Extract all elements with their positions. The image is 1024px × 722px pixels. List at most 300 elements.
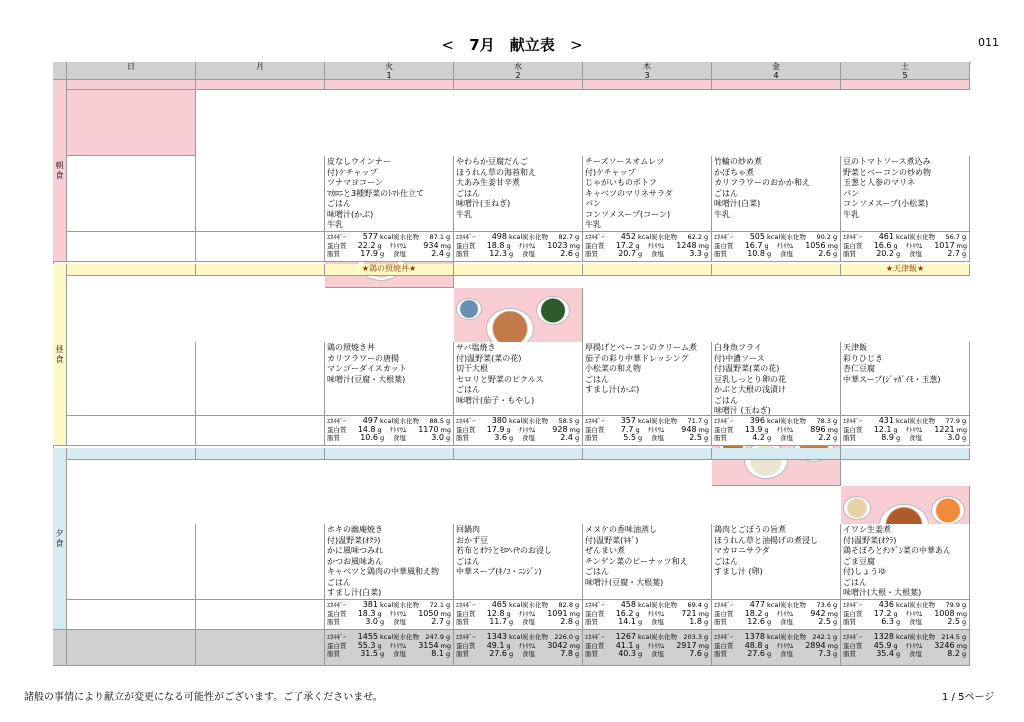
nutrient-label: 蛋白質 — [456, 641, 476, 650]
nutrient-label: 炭水化物 — [522, 633, 548, 641]
meal-label-lunch — [53, 264, 67, 446]
nutrition-box — [841, 416, 970, 446]
nutrient-value: 458 — [620, 600, 636, 609]
dish-list: 厚揚げとベーコンのクリーム煮 茄子の彩り中華ドレッシング 小松菜の和え物 ごはん すまし汁(かぶ) — [583, 342, 712, 416]
special-menu-label: ★天津飯★ — [885, 264, 925, 273]
dish-list — [196, 524, 325, 600]
nutrient-label: ﾅﾄﾘｳﾑ — [777, 609, 794, 618]
nutrient-unit: g — [509, 434, 514, 443]
nutrient-value: 78.3 — [816, 417, 831, 425]
nutrient-unit: g — [833, 633, 838, 641]
nutrient-label: ﾅﾄﾘｳﾑ — [777, 641, 794, 650]
nutrient-unit: g — [833, 650, 838, 659]
band-strip — [67, 264, 196, 276]
nutrient-label: 蛋白質 — [327, 241, 347, 250]
band-strip — [67, 80, 196, 90]
nutrient-value: 18.2 — [744, 608, 763, 618]
nutrient-value: 2.4 — [431, 249, 444, 259]
nutrient-unit: kcal — [896, 417, 910, 425]
nutrient-label: 脂質 — [714, 650, 727, 659]
nutrient-unit: g — [446, 633, 451, 641]
nutrient-label: 炭水化物 — [393, 417, 419, 425]
nutrient-value: 56.7 — [945, 233, 960, 241]
nutrient-row — [327, 434, 451, 443]
nutrient-label: 食塩 — [909, 434, 922, 443]
nutrient-label: ﾅﾄﾘｳﾑ — [777, 425, 794, 434]
dish-list: 鶏肉とごぼうの旨煮 ほうれん草と油揚げの煮浸し マカロニサラダ ごはん すまし汁 (卵) — [712, 524, 841, 600]
nutrient-label: ﾅﾄﾘｳﾑ — [519, 641, 536, 650]
nutrient-label: 炭水化物 — [909, 233, 935, 241]
nutrient-label: 食塩 — [780, 250, 793, 259]
nutrient-value: 1023 — [547, 240, 568, 250]
nutrient-label: 脂質 — [585, 618, 598, 627]
day-name: 火 — [385, 62, 393, 71]
nutrient-unit: g — [893, 241, 898, 250]
nutrient-value: 58.5 — [558, 417, 573, 425]
nutrient-unit: kcal — [896, 633, 910, 641]
nutrient-label: 食塩 — [651, 434, 664, 443]
nutrient-value: 8.9 — [881, 433, 894, 443]
nutrient-label: 脂質 — [585, 650, 598, 659]
nutrient-row — [456, 650, 580, 659]
nutrient-label: 炭水化物 — [393, 633, 419, 641]
nutrient-value: 6.3 — [881, 617, 894, 627]
food-photo — [931, 496, 965, 525]
band-strip — [196, 448, 325, 460]
nutrient-value: 3.0 — [431, 433, 444, 443]
nutrient-label: 炭水化物 — [780, 633, 806, 641]
nutrient-unit: g — [509, 618, 514, 627]
nutrient-value: 82.7 — [558, 233, 573, 241]
nutrient-unit: g — [635, 641, 640, 650]
nutrient-unit: kcal — [638, 633, 652, 641]
dish-list — [196, 342, 325, 416]
day-name: 木 — [643, 62, 651, 71]
nutrient-value: 1017 — [934, 240, 955, 250]
nutrient-unit: g — [638, 250, 643, 259]
nutrient-unit: g — [377, 641, 382, 650]
nutrient-unit: g — [704, 601, 709, 609]
nutrient-label: 蛋白質 — [843, 641, 863, 650]
nutrient-label: ｴﾈﾙｷﾞｰ — [327, 417, 347, 425]
day-name: 日 — [127, 62, 135, 71]
nutrient-unit: g — [506, 609, 511, 618]
nutrient-label: ｴﾈﾙｷﾞｰ — [843, 233, 863, 241]
dish-list: サバ塩焼き 付)温野菜(菜の花) 切干大根 セロリと野菜のピクルス ごはん 味噌汁(茄子・もやし) — [454, 342, 583, 416]
day-name: 月 — [256, 62, 264, 71]
dish-list — [196, 156, 325, 232]
nutrient-unit: g — [575, 417, 580, 425]
nutrient-label: ｴﾈﾙｷﾞｰ — [714, 233, 734, 241]
nutrient-value: 72.1 — [429, 601, 444, 609]
nutrient-value: 934 — [423, 240, 439, 250]
nutrient-value: 1.8 — [689, 617, 702, 627]
meal-label-char: 食 — [55, 354, 64, 364]
nutrient-label: 食塩 — [393, 618, 406, 627]
nutrient-value: 1343 — [486, 632, 507, 641]
nutrient-label: 炭水化物 — [909, 633, 935, 641]
nutrient-value: 203.3 — [683, 633, 702, 641]
nutrient-value: 2.8 — [560, 617, 573, 627]
day-date: 2 — [515, 71, 521, 80]
daily-total — [841, 630, 970, 666]
nutrient-unit: g — [635, 609, 640, 618]
nutrient-label: 脂質 — [456, 618, 469, 627]
nutrient-value: 1170 — [418, 424, 439, 434]
nutrient-label: 炭水化物 — [909, 601, 935, 609]
band-strip — [325, 448, 454, 460]
daily-total — [712, 630, 841, 666]
nutrient-row — [456, 250, 580, 259]
nutrient-label: ｴﾈﾙｷﾞｰ — [456, 633, 476, 641]
nutrient-value: 3.6 — [494, 433, 507, 443]
nutrient-value: 18.8 — [486, 240, 505, 250]
nutrient-row — [843, 618, 967, 627]
dish-list: イワシ生姜煮 付)温野菜(ｵｸﾗ) 鶏そぼろとﾁﾝｹﾞﾝ菜の中華あん ごま豆腐 付)しょうゆ ごはん 味噌汁(大根・大根葉) — [841, 524, 970, 600]
nutrient-label: 蛋白質 — [327, 425, 347, 434]
nutrient-unit: mg — [956, 425, 968, 434]
nutrient-label: ｴﾈﾙｷﾞｰ — [327, 633, 347, 641]
nutrient-value: 7.7 — [620, 424, 634, 434]
nutrient-unit: g — [638, 650, 643, 659]
nutrition-box — [325, 600, 454, 630]
nutrient-label: ﾅﾄﾘｳﾑ — [777, 241, 794, 250]
nutrient-unit: g — [833, 434, 838, 443]
nutrient-unit: mg — [827, 641, 839, 650]
nutrient-value: 41.1 — [615, 640, 634, 650]
dish-list: 天津飯 彩りひじき 杏仁豆腐 中華スープ(ｼﾞｬｶﾞｲﾓ・玉葱) — [841, 342, 970, 416]
nutrient-value: 17.9 — [486, 424, 505, 434]
nutrient-label: 脂質 — [585, 434, 598, 443]
nutrient-label: ﾅﾄﾘｳﾑ — [648, 241, 665, 250]
nutrient-value: 505 — [749, 232, 765, 241]
nutrient-label: ｴﾈﾙｷﾞｰ — [456, 601, 476, 609]
nutrient-value: 896 — [810, 424, 826, 434]
day-header-4 — [583, 62, 712, 80]
meal-label-dinner — [53, 448, 67, 630]
nutrient-unit: g — [446, 650, 451, 659]
nutrient-unit: mg — [698, 609, 710, 618]
nutrient-value: 87.1 — [429, 233, 444, 241]
nutrient-unit: g — [833, 417, 838, 425]
nutrient-row — [843, 434, 967, 443]
nutrient-value: 17.2 — [873, 608, 892, 618]
photo-cell — [67, 90, 196, 156]
nutrient-unit: g — [896, 250, 901, 259]
nutrient-label: 脂質 — [843, 434, 856, 443]
nutrient-value: 2.7 — [431, 617, 444, 627]
nutrient-unit: g — [764, 241, 769, 250]
header-corner — [53, 62, 67, 80]
nutrient-label: 食塩 — [909, 618, 922, 627]
nutrient-label: 食塩 — [522, 434, 535, 443]
nutrient-label: ﾅﾄﾘｳﾑ — [648, 425, 665, 434]
nutrient-value: 381 — [362, 600, 378, 609]
nutrient-value: 16.2 — [615, 608, 634, 618]
day-header-5 — [712, 62, 841, 80]
nutrient-unit: g — [575, 233, 580, 241]
nutrient-unit: g — [896, 434, 901, 443]
nutrient-unit: g — [833, 618, 838, 627]
food-photo — [536, 296, 570, 325]
nutrient-value: 62.2 — [687, 233, 702, 241]
nutrient-unit: mg — [569, 609, 581, 618]
nutrient-value: 22.2 — [357, 240, 376, 250]
dish-list: 豆のトマトソース煮込み 野菜とベーコンの炒め物 玉葱と人参のマリネ パン コンソメスープ(小松菜) 牛乳 — [841, 156, 970, 232]
nutrient-unit: g — [638, 434, 643, 443]
nutrient-unit: kcal — [509, 601, 523, 609]
nutrient-label: 脂質 — [327, 250, 340, 259]
day-header-0 — [67, 62, 196, 80]
nutrient-unit: g — [575, 250, 580, 259]
nutrition-box — [67, 600, 196, 630]
nutrient-value: 10.6 — [360, 433, 378, 443]
nutrient-unit: g — [704, 633, 709, 641]
nutrient-value: 8.2 — [947, 649, 960, 659]
nutrient-value: 49.1 — [486, 640, 505, 650]
nutrient-value: 7.6 — [689, 649, 702, 659]
nutrient-unit: g — [506, 241, 511, 250]
nutrient-value: 31.5 — [360, 649, 378, 659]
nutrient-unit: g — [962, 434, 967, 443]
nutrient-unit: mg — [440, 641, 452, 650]
nutrient-unit: g — [377, 425, 382, 434]
nutrient-value: 948 — [681, 424, 697, 434]
nutrient-value: 48.8 — [744, 640, 763, 650]
nutrient-unit: mg — [827, 425, 839, 434]
nutrient-value: 27.6 — [489, 649, 507, 659]
nutrient-value: 1221 — [934, 424, 955, 434]
nutrient-unit: g — [764, 425, 769, 434]
nutrient-unit: mg — [440, 241, 452, 250]
nutrient-label: ﾅﾄﾘｳﾑ — [906, 641, 923, 650]
nutrient-label: 脂質 — [843, 250, 856, 259]
nutrient-unit: g — [704, 618, 709, 627]
nutrient-unit: kcal — [767, 233, 781, 241]
nutrient-unit: g — [833, 233, 838, 241]
nutrient-label: ﾅﾄﾘｳﾑ — [519, 425, 536, 434]
nutrient-label: ｴﾈﾙｷﾞｰ — [843, 633, 863, 641]
nutrient-value: 1091 — [547, 608, 568, 618]
daily-total — [67, 630, 196, 666]
nutrient-label: 蛋白質 — [843, 425, 863, 434]
nutrient-label: 脂質 — [714, 250, 727, 259]
nutrient-unit: g — [446, 618, 451, 627]
nutrient-unit: g — [833, 601, 838, 609]
nutrient-unit: mg — [956, 241, 968, 250]
footer-note: 諸般の事情により献立が変更になる可能性がございます。ご了承くださいませ。 — [24, 692, 383, 703]
nutrient-value: 16.6 — [873, 240, 892, 250]
nutrient-label: 脂質 — [327, 618, 340, 627]
nutrient-value: 2.7 — [947, 249, 960, 259]
nutrient-label: 脂質 — [327, 434, 340, 443]
nutrient-label: 炭水化物 — [780, 233, 806, 241]
nutrient-label: 蛋白質 — [327, 609, 347, 618]
daily-total — [196, 630, 325, 666]
band-strip — [583, 448, 712, 460]
daily-total — [583, 630, 712, 666]
nutrient-row — [714, 434, 838, 443]
nutrient-value: 1248 — [676, 240, 697, 250]
nutrient-row — [714, 618, 838, 627]
nutrient-unit: kcal — [380, 417, 394, 425]
nutrient-value: 4.2 — [752, 433, 765, 443]
nutrient-label: ﾅﾄﾘｳﾑ — [390, 425, 407, 434]
nutrient-unit: mg — [569, 641, 581, 650]
prev-month-arrow[interactable]: < — [441, 36, 455, 54]
nutrient-value: 357 — [620, 416, 636, 425]
band-strip — [841, 448, 970, 460]
nutrient-value: 226.0 — [554, 633, 573, 641]
nutrient-label: 蛋白質 — [456, 241, 476, 250]
page-title — [0, 34, 1024, 55]
nutrient-unit: g — [767, 434, 772, 443]
band-strip — [196, 264, 325, 276]
nutrient-unit: mg — [956, 641, 968, 650]
nutrition-box — [325, 416, 454, 446]
nutrient-label: 蛋白質 — [456, 609, 476, 618]
nutrient-value: 942 — [810, 608, 826, 618]
nutrient-value: 12.6 — [747, 617, 765, 627]
nutrient-unit: g — [635, 241, 640, 250]
nutrient-unit: g — [704, 417, 709, 425]
nutrient-value: 14.8 — [357, 424, 376, 434]
nutrient-label: ｴﾈﾙｷﾞｰ — [456, 233, 476, 241]
nutrient-value: 2.4 — [560, 433, 573, 443]
nutrient-label: 炭水化物 — [522, 601, 548, 609]
dish-list: 皮なしウインナー 付)ケチャップ ツナマヨコーン ﾏｶﾛﾆと3種野菜のﾄﾏﾄ仕立て ごはん 味噌汁(かぶ) 牛乳 — [325, 156, 454, 232]
nutrient-row — [585, 618, 709, 627]
nutrient-value: 928 — [552, 424, 568, 434]
nutrient-value: 2.5 — [818, 617, 831, 627]
day-name: 土 — [901, 62, 909, 71]
food-photo — [456, 298, 482, 320]
nutrient-unit: g — [962, 633, 967, 641]
nutrient-unit: g — [506, 641, 511, 650]
nutrient-value: 2.5 — [947, 617, 960, 627]
nutrient-label: ｴﾈﾙｷﾞｰ — [327, 233, 347, 241]
nutrient-row — [585, 650, 709, 659]
nutrient-value: 14.1 — [618, 617, 636, 627]
nutrient-label: ｴﾈﾙｷﾞｰ — [585, 633, 605, 641]
nutrition-box — [454, 600, 583, 630]
nutrition-box — [712, 416, 841, 446]
nutrient-label: 蛋白質 — [714, 241, 734, 250]
nutrient-value: 82.8 — [558, 601, 573, 609]
meal-label-char: 朝 — [55, 160, 64, 170]
nutrient-label: 食塩 — [909, 650, 922, 659]
nutrient-unit: g — [764, 609, 769, 618]
nutrient-label: ﾅﾄﾘｳﾑ — [906, 609, 923, 618]
nutrient-label: 食塩 — [651, 618, 664, 627]
nutrient-unit: mg — [569, 425, 581, 434]
nutrition-box — [67, 232, 196, 262]
next-month-arrow[interactable]: > — [569, 36, 583, 54]
nutrient-label: ｴﾈﾙｷﾞｰ — [585, 233, 605, 241]
nutrient-unit: g — [575, 434, 580, 443]
nutrient-unit: g — [962, 601, 967, 609]
nutrient-value: 8.1 — [431, 649, 444, 659]
nutrient-value: 16.7 — [744, 240, 763, 250]
nutrient-value: 7.3 — [818, 649, 831, 659]
nutrient-value: 88.5 — [429, 417, 444, 425]
nutrient-unit: g — [575, 650, 580, 659]
meal-label-char: 昼 — [55, 344, 64, 354]
band-strip — [454, 264, 583, 276]
nutrient-value: 55.3 — [357, 640, 376, 650]
nutrient-label: 食塩 — [393, 250, 406, 259]
nutrient-label: ｴﾈﾙｷﾞｰ — [843, 417, 863, 425]
nutrient-unit: g — [833, 250, 838, 259]
nutrient-value: 242.1 — [812, 633, 831, 641]
nutrient-value: 577 — [362, 232, 378, 241]
nutrient-unit: kcal — [638, 601, 652, 609]
nutrient-label: 食塩 — [780, 618, 793, 627]
nutrition-box — [196, 232, 325, 262]
nutrient-unit: mg — [440, 425, 452, 434]
nutrient-label: 炭水化物 — [522, 417, 548, 425]
nutrient-unit: g — [446, 601, 451, 609]
nutrient-label: ｴﾈﾙｷﾞｰ — [843, 601, 863, 609]
band-strip — [841, 264, 970, 276]
nutrient-value: 20.7 — [618, 249, 636, 259]
nutrient-value: 498 — [491, 232, 507, 241]
nutrition-box — [712, 232, 841, 262]
nutrient-unit: g — [380, 434, 385, 443]
nutrient-value: 3246 — [934, 640, 955, 650]
nutrient-label: ﾅﾄﾘｳﾑ — [519, 609, 536, 618]
nutrient-label: 炭水化物 — [909, 417, 935, 425]
nutrient-unit: g — [767, 650, 772, 659]
nutrient-unit: g — [893, 425, 898, 434]
nutrient-unit: g — [704, 650, 709, 659]
nutrient-label: ﾅﾄﾘｳﾑ — [648, 641, 665, 650]
nutrient-unit: kcal — [896, 233, 910, 241]
nutrient-label: 食塩 — [522, 618, 535, 627]
nutrient-row — [843, 650, 967, 659]
nutrient-unit: g — [962, 417, 967, 425]
nutrient-row — [714, 250, 838, 259]
nutrient-unit: mg — [698, 425, 710, 434]
nutrient-label: 脂質 — [714, 434, 727, 443]
nutrient-label: 炭水化物 — [522, 233, 548, 241]
nutrient-label: ｴﾈﾙｷﾞｰ — [585, 417, 605, 425]
nutrient-unit: g — [896, 650, 901, 659]
dish-list: 竹輪の炒め煮 かぼちゃ煮 カリフラワーのおかか和え ごはん 味噌汁(白菜) 牛乳 — [712, 156, 841, 232]
nutrient-row — [585, 434, 709, 443]
nutrient-unit: g — [380, 650, 385, 659]
nutrient-label: 脂質 — [843, 618, 856, 627]
nutrient-value: 465 — [491, 600, 507, 609]
nutrient-label: 蛋白質 — [843, 609, 863, 618]
nutrient-value: 18.3 — [357, 608, 376, 618]
nutrient-unit: g — [377, 609, 382, 618]
nutrient-label: 蛋白質 — [456, 425, 476, 434]
nutrient-value: 10.8 — [747, 249, 765, 259]
nutrient-label: ｴﾈﾙｷﾞｰ — [714, 601, 734, 609]
nutrient-label: 食塩 — [909, 250, 922, 259]
nutrient-unit: kcal — [509, 233, 523, 241]
nutrient-label: ｴﾈﾙｷﾞｰ — [327, 601, 347, 609]
nutrient-value: 11.7 — [489, 617, 507, 627]
nutrient-value: 79.9 — [945, 601, 960, 609]
nutrient-unit: g — [377, 241, 382, 250]
nutrient-label: 蛋白質 — [585, 609, 605, 618]
nutrient-label: ﾅﾄﾘｳﾑ — [390, 641, 407, 650]
nutrient-label: 脂質 — [456, 650, 469, 659]
nutrient-value: 7.8 — [560, 649, 573, 659]
nutrient-unit: kcal — [509, 633, 523, 641]
